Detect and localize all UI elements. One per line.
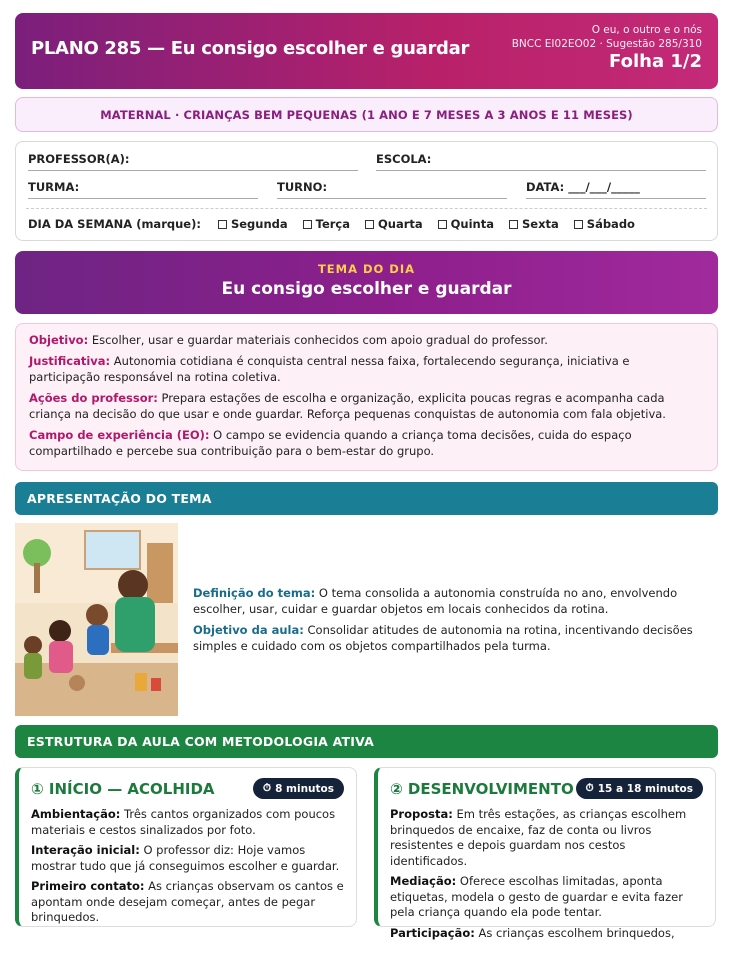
timer-icon: ⏱ [585, 782, 594, 794]
theme-kicker: TEMA DO DIA [317, 262, 416, 276]
definition-paragraph: Definição do tema: O tema consolida a autonomia construída no ano, envolvendo escolher, usar, cuidar e guardar objetos em locais conhecidos da rotina. [193, 586, 678, 616]
timer-icon: ⏱ [262, 782, 272, 794]
teacher-actions-paragraph: Ações do professor: Prepara estações de escolha e organização, explicita poucas regras e acompanha cada criança na decisão do que usar e onde guardar. Reforça pequenas conquistas de autonomia com fala objetiva. [29, 391, 666, 421]
development-card [374, 767, 716, 940]
development-card-title: ② DESENVOLVIMENTO [390, 779, 574, 798]
checkbox-icon [438, 220, 447, 229]
day-checkbox-terca[interactable]: Terça [303, 217, 350, 231]
identification-form [15, 141, 718, 241]
card-item: Participação: As crianças escolhem brinquedos, [390, 925, 675, 940]
day-checkbox-segunda[interactable]: Segunda [218, 217, 288, 231]
class-field[interactable]: TURMA: [28, 180, 258, 199]
weekday-label: DIA DA SEMANA (marque): [28, 217, 201, 231]
school-field[interactable]: ESCOLA: [376, 152, 706, 171]
weekday-selector [28, 217, 635, 231]
checkbox-icon [303, 220, 312, 229]
classroom-photo [15, 523, 178, 716]
bncc-code: BNCC EI02EO02 · Sugestão 285/310 [511, 38, 702, 50]
presentation-text [193, 585, 713, 659]
checkbox-icon [574, 220, 583, 229]
justification-paragraph: Justificativa: Autonomia cotidiana é conquista central nessa faixa, fortalecendo segurança, iniciativa e participação responsável na rotina coletiva. [29, 354, 630, 384]
card-item: Ambientação: Três cantos organizados com poucos materiais e cestos sinalizados por foto. [31, 807, 336, 837]
start-time-badge: ⏱ 8 minutos [253, 778, 344, 799]
day-checkbox-sexta[interactable]: Sexta [509, 217, 559, 231]
card-item: Primeiro contato: As crianças observam os cantos e apontam onde desejam começar, antes de pegar brinquedos. [31, 879, 344, 924]
day-checkbox-quinta[interactable]: Quinta [438, 217, 494, 231]
start-card [15, 767, 357, 927]
checkbox-icon [509, 220, 518, 229]
date-field[interactable]: DATA: ___/___/_____ [526, 180, 706, 199]
divider [26, 208, 707, 209]
page-header [15, 13, 718, 89]
header-meta [512, 24, 702, 72]
presentation-heading: APRESENTAÇÃO DO TEMA [15, 482, 718, 515]
theme-title: Eu consigo escolher e guardar [221, 279, 512, 299]
teacher-field[interactable]: PROFESSOR(A): [28, 152, 358, 171]
development-time-badge: ⏱ 15 a 18 minutos [576, 778, 703, 799]
objectives-box [15, 323, 718, 471]
theme-banner [15, 251, 718, 314]
card-item: Mediação: Oferece escolhas limitadas, aponta etiquetas, modela o gesto de guardar e evita fazer pela criança quando ela pode tentar. [390, 874, 683, 919]
page-title: PLANO 285 — Eu consigo escolher e guardar [31, 38, 470, 59]
sheet-number: Folha 1/2 [609, 51, 702, 72]
day-checkbox-sabado[interactable]: Sábado [574, 217, 635, 231]
checkbox-icon [218, 220, 227, 229]
card-item: Interação inicial: O professor diz: Hoje vamos mostrar tudo que já conseguimos escolher e guardar. [31, 843, 340, 873]
class-goal-paragraph: Objetivo da aula: Consolidar atitudes de autonomia na rotina, incentivando decisões simples e cuidado com os objetos compartilhados pela turma. [193, 623, 693, 653]
experience-field: O eu, o outro e o nós [591, 24, 702, 36]
shift-field[interactable]: TURNO: [277, 180, 507, 199]
structure-heading: ESTRUTURA DA AULA COM METODOLOGIA ATIVA [15, 725, 718, 758]
card-item: Proposta: Em três estações, as crianças escolhem brinquedos de encaixe, faz de conta ou livros resistentes e depois guardam nos cestos identificados. [390, 807, 687, 868]
age-band: MATERNAL · CRIANÇAS BEM PEQUENAS (1 ANO E 7 MESES A 3 ANOS E 11 MESES) [15, 97, 718, 132]
experience-field-paragraph: Campo de experiência (EO): O campo se evidencia quando a criança toma decisões, cuida do espaço compartilhado e percebe sua contribuição para o bem-estar do grupo. [29, 428, 632, 458]
start-card-title: ① INÍCIO — ACOLHIDA [31, 779, 215, 798]
objective-paragraph: Objetivo: Escolher, usar e guardar materiais conhecidos com apoio gradual do professor. [29, 333, 548, 347]
checkbox-icon [365, 220, 374, 229]
day-checkbox-quarta[interactable]: Quarta [365, 217, 423, 231]
classroom-illustration [15, 523, 178, 716]
